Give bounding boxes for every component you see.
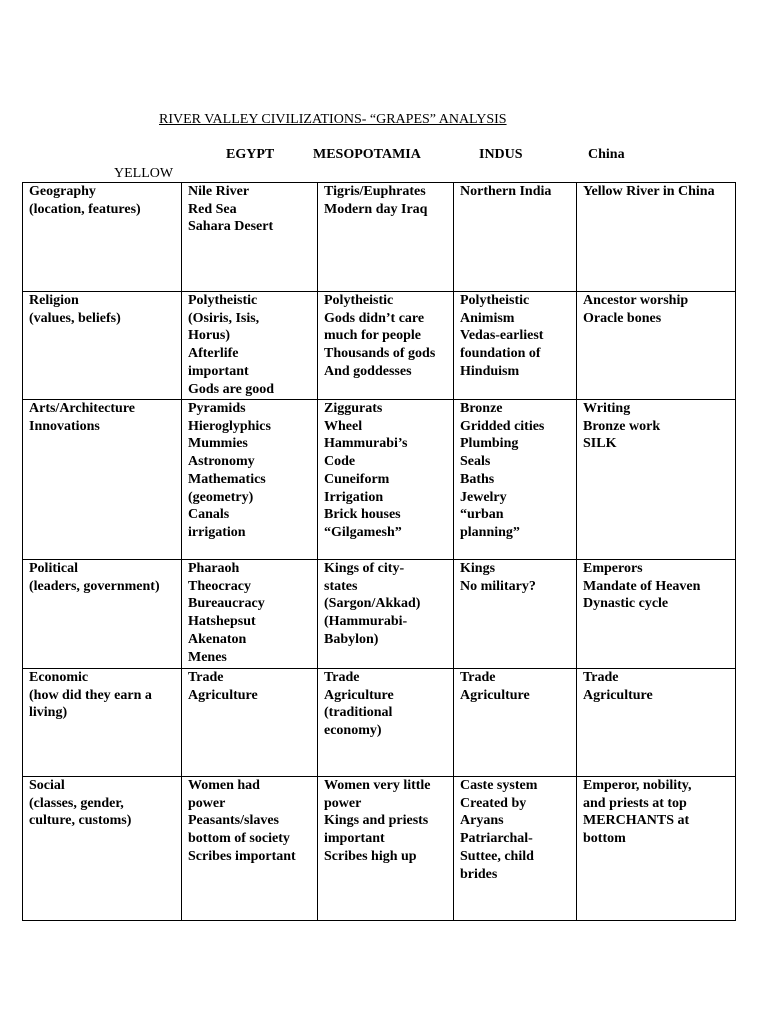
cell-line: Hammurabi’s (324, 436, 408, 452)
cell-line: Women had (188, 778, 260, 793)
cell-line: Gods didn’t care (324, 310, 425, 326)
category-cell (23, 183, 182, 292)
cell-line: Agriculture (583, 687, 653, 703)
cell-line: important (324, 831, 385, 847)
cell-line: Patriarchal- (460, 831, 533, 847)
category-line: Arts/Architecture (29, 401, 135, 416)
cell-line: (Sargon/Akkad) (324, 596, 421, 612)
cell-line: And goddesses (324, 363, 412, 379)
cell-line: Northern India (460, 184, 552, 199)
cell-line: power (324, 795, 362, 811)
cell-line: (traditional (324, 705, 393, 721)
category-line: Economic (29, 670, 89, 685)
cell-line: Thousands of gods (324, 346, 436, 362)
cell-line: Bronze (460, 401, 503, 416)
table-row (23, 669, 736, 777)
category-line: living) (29, 705, 68, 721)
cell-line: Nile River (188, 184, 250, 199)
cell-line: Seals (460, 454, 491, 470)
cell-line: Irrigation (324, 489, 384, 505)
cell-line: much for people (324, 328, 421, 344)
cell-china (577, 777, 736, 921)
cell-line: Tigris/Euphrates (324, 184, 426, 199)
cell-line: economy) (324, 723, 382, 739)
category-line: Social (29, 778, 65, 793)
cell-line: Babylon) (324, 631, 379, 647)
category-line: (values, beliefs) (29, 310, 121, 326)
cell-line: Yellow River in China (583, 184, 715, 199)
cell-line: Mummies (188, 436, 248, 452)
cell-mesopotamia (318, 560, 454, 669)
cell-line: Agriculture (460, 687, 530, 703)
category-cell (23, 400, 182, 560)
cell-line: bottom of society (188, 831, 290, 847)
grapes-table (22, 182, 736, 921)
category-line: Religion (29, 293, 79, 308)
cell-line: brides (460, 866, 498, 882)
cell-indus (454, 183, 577, 292)
category-line: Innovations (29, 418, 100, 434)
cell-line: Polytheistic (324, 293, 394, 308)
cell-egypt (182, 292, 318, 400)
cell-line: Wheel (324, 418, 363, 434)
cell-line: Polytheistic (460, 293, 530, 308)
category-cell (23, 669, 182, 777)
cell-line: Trade (460, 670, 496, 685)
cell-line: Suttee, child (460, 848, 534, 864)
category-cell (23, 777, 182, 921)
cell-china (577, 183, 736, 292)
table-row (23, 183, 736, 292)
cell-egypt (182, 669, 318, 777)
cell-line: Dynastic cycle (583, 596, 669, 612)
yellow-label: YELLOW (114, 166, 174, 181)
cell-mesopotamia (318, 400, 454, 560)
category-line: Geography (29, 184, 96, 199)
cell-line: Akenaton (188, 631, 247, 647)
cell-line: Jewelry (460, 489, 507, 505)
cell-egypt (182, 777, 318, 921)
cell-line: Mathematics (188, 471, 266, 487)
cell-line: Afterlife (188, 346, 239, 362)
cell-china (577, 292, 736, 400)
cell-line: “Gilgamesh” (324, 524, 402, 540)
cell-indus (454, 560, 577, 669)
cell-line: Trade (324, 670, 360, 685)
cell-mesopotamia (318, 292, 454, 400)
cell-line: Agriculture (188, 687, 258, 703)
cell-line: Women very little (324, 778, 431, 793)
cell-line: Peasants/slaves (188, 813, 279, 829)
cell-line: power (188, 795, 226, 811)
cell-line: Sahara Desert (188, 219, 274, 235)
cell-line: states (324, 578, 358, 594)
cell-indus (454, 669, 577, 777)
cell-line: Hatshepsut (188, 614, 256, 630)
cell-line: Gods are good (188, 381, 275, 397)
column-header-indus: INDUS (479, 147, 523, 162)
cell-line: irrigation (188, 524, 246, 540)
cell-line: Trade (188, 670, 224, 685)
cell-egypt (182, 560, 318, 669)
cell-line: Scribes important (188, 848, 296, 864)
cell-line: and priests at top (583, 795, 687, 811)
cell-line: Baths (460, 471, 495, 487)
table-row (23, 292, 736, 400)
cell-line: planning” (460, 524, 520, 540)
cell-line: Emperor, nobility, (583, 778, 692, 793)
category-cell (23, 560, 182, 669)
cell-line: Hinduism (460, 363, 520, 379)
cell-line: Ancestor worship (583, 293, 689, 308)
cell-line: Kings (460, 561, 496, 576)
cell-line: Horus) (188, 328, 230, 344)
cell-line: Modern day Iraq (324, 201, 428, 217)
cell-line: No military? (460, 578, 536, 594)
category-line: (leaders, government) (29, 578, 160, 594)
cell-line: Writing (583, 401, 631, 416)
cell-line: Kings of city- (324, 561, 405, 576)
column-header-mesopotamia: MESOPOTAMIA (313, 147, 421, 162)
cell-line: Vedas-earliest (460, 328, 544, 344)
cell-line: “urban (460, 507, 504, 523)
page-title: RIVER VALLEY CIVILIZATIONS- “GRAPES” ANALYSIS (159, 112, 507, 127)
cell-line: MERCHANTS at (583, 813, 690, 829)
cell-line: Aryans (460, 813, 504, 829)
cell-egypt (182, 400, 318, 560)
cell-line: Cuneiform (324, 471, 390, 487)
cell-line: Astronomy (188, 454, 255, 470)
cell-line: Menes (188, 649, 227, 665)
cell-mesopotamia (318, 183, 454, 292)
cell-line: Animism (460, 310, 515, 326)
cell-line: SILK (583, 436, 617, 452)
cell-indus (454, 777, 577, 921)
cell-line: Hieroglyphics (188, 418, 271, 434)
category-cell (23, 292, 182, 400)
cell-line: Ziggurats (324, 401, 383, 416)
category-line: (how did they earn a (29, 687, 152, 703)
cell-line: foundation of (460, 346, 541, 362)
cell-line: bottom (583, 831, 626, 847)
cell-line: (Hammurabi- (324, 614, 408, 630)
cell-line: Trade (583, 670, 619, 685)
category-line: (location, features) (29, 201, 141, 217)
cell-mesopotamia (318, 669, 454, 777)
cell-indus (454, 292, 577, 400)
column-header-egypt: EGYPT (226, 147, 275, 162)
cell-line: Caste system (460, 778, 538, 793)
cell-line: Polytheistic (188, 293, 258, 308)
cell-china (577, 400, 736, 560)
category-line: culture, customs) (29, 813, 132, 829)
table-row (23, 560, 736, 669)
column-header-china: China (588, 147, 625, 162)
cell-line: Red Sea (188, 201, 237, 217)
cell-line: Agriculture (324, 687, 394, 703)
cell-line: Theocracy (188, 578, 251, 594)
cell-line: important (188, 363, 249, 379)
cell-line: Plumbing (460, 436, 519, 452)
cell-line: (geometry) (188, 489, 254, 505)
cell-egypt (182, 183, 318, 292)
cell-line: Gridded cities (460, 418, 545, 434)
category-line: (classes, gender, (29, 795, 124, 811)
cell-line: Pyramids (188, 401, 246, 416)
cell-indus (454, 400, 577, 560)
cell-line: (Osiris, Isis, (188, 310, 260, 326)
cell-line: Pharaoh (188, 561, 240, 576)
cell-china (577, 560, 736, 669)
cell-line: Mandate of Heaven (583, 578, 701, 594)
cell-china (577, 669, 736, 777)
cell-line: Bronze work (583, 418, 661, 434)
cell-line: Oracle bones (583, 310, 662, 326)
cell-line: Brick houses (324, 507, 401, 523)
cell-line: Created by (460, 795, 527, 811)
table-row (23, 777, 736, 921)
cell-line: Bureaucracy (188, 596, 265, 612)
cell-mesopotamia (318, 777, 454, 921)
cell-line: Scribes high up (324, 848, 417, 864)
table-row (23, 400, 736, 560)
cell-line: Code (324, 454, 356, 470)
cell-line: Kings and priests (324, 813, 429, 829)
cell-line: Emperors (583, 561, 643, 576)
cell-line: Canals (188, 507, 230, 523)
category-line: Political (29, 561, 78, 576)
